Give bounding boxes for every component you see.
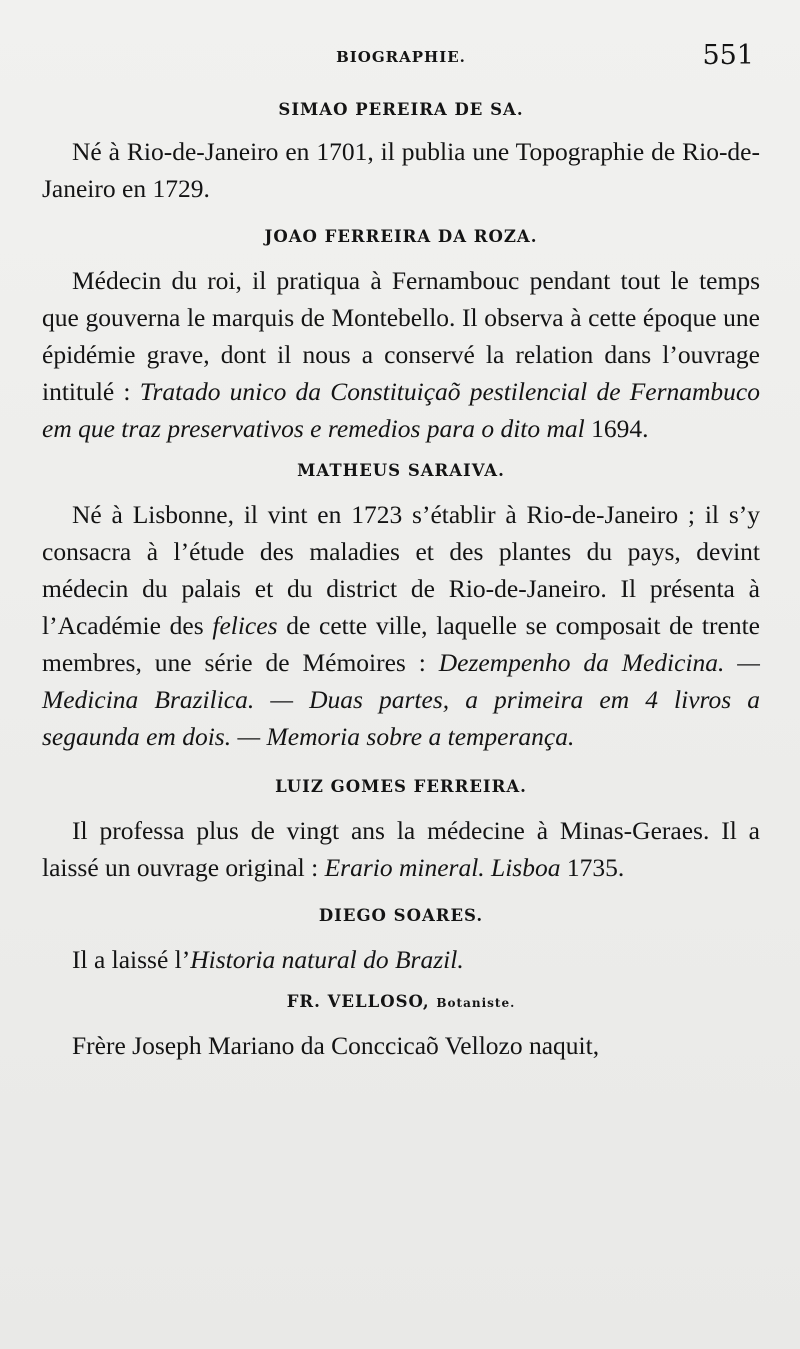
body-text: Il professa plus de vingt ans la médecine à Minas-Geraes. Il a laissé un ouvrage original : bbox=[42, 816, 760, 882]
entry-heading-velloso-name: FR. VELLOSO, bbox=[286, 992, 430, 1011]
entry-heading-diego-soares: DIEGO SOARES. bbox=[318, 906, 484, 925]
running-head-title: BIOGRAPHIE. bbox=[336, 48, 466, 66]
body-text: Il a laissé l’ bbox=[72, 945, 191, 974]
italic-title-text: Tratado unico da Constituiçaõ pestilencial de Fernambuco em que traz preservativos e remedios para o dito mal bbox=[42, 377, 761, 443]
running-head bbox=[42, 40, 760, 82]
entry-heading-luiz-gomes: LUIZ GOMES FERREIRA. bbox=[275, 777, 527, 796]
entry-text-joao-ferreira bbox=[42, 262, 760, 447]
entry-text-diego-soares bbox=[42, 941, 760, 978]
italic-title-text: Historia natural do Brazil. bbox=[190, 945, 464, 974]
entry-heading-joao-ferreira: JOAO FERREIRA DA ROZA. bbox=[264, 227, 538, 246]
body-text: Médecin du roi, il pratiqua à Fernambouc pendant tout le temps que gouverna le marquis de Montebello. Il observa à cette époque une épidémie grave, dont il nous a conservé la relation dans l’ouvrage intitulé : bbox=[42, 266, 760, 406]
entry-heading-simao-pereira: SIMAO PEREIRA DE SA. bbox=[278, 100, 524, 119]
body-text: Né à Rio-de-Janeiro en 1701, il publia une Topographie de Rio-de-Janeiro en 1729. bbox=[42, 137, 760, 203]
body-text: Né à Lisbonne, il vint en 1723 s’établir à Rio-de-Janeiro ; il s’y consacra à l’étude des maladies et des plantes du pays, devint médecin du palais et du district de Rio-de-Janeiro. Il présenta à l’Académie des bbox=[42, 500, 760, 640]
entry-heading-velloso-note: Botaniste. bbox=[436, 996, 516, 1010]
entry-text-luiz-gomes bbox=[42, 812, 760, 886]
body-text: 1694. bbox=[584, 414, 649, 443]
entry-text-velloso bbox=[42, 1027, 760, 1064]
italic-title-text: Erario mineral. Lisboa bbox=[324, 853, 561, 882]
entry-text-matheus-saraiva bbox=[42, 496, 760, 755]
body-text: 1735. bbox=[560, 853, 625, 882]
entry-text-simao-pereira bbox=[42, 133, 760, 207]
italic-title-text: Dezempenho da Medicina. — Medicina Brazilica. — Duas partes, a primeira em 4 livros a segaunda em dois. — Memoria sobre a temperança. bbox=[42, 648, 760, 751]
body-text: de cette ville, laquelle se composait de trente membres, une série de Mémoires : bbox=[42, 611, 760, 677]
entry-heading-matheus-saraiva: MATHEUS SARAIVA. bbox=[297, 461, 505, 480]
italic-title-text: felices bbox=[212, 611, 278, 640]
page-number: 551 bbox=[702, 40, 754, 71]
entry-heading-velloso bbox=[42, 992, 760, 1011]
body-text: Frère Joseph Mariano da Conccicaõ Vellozo naquit, bbox=[72, 1031, 600, 1060]
